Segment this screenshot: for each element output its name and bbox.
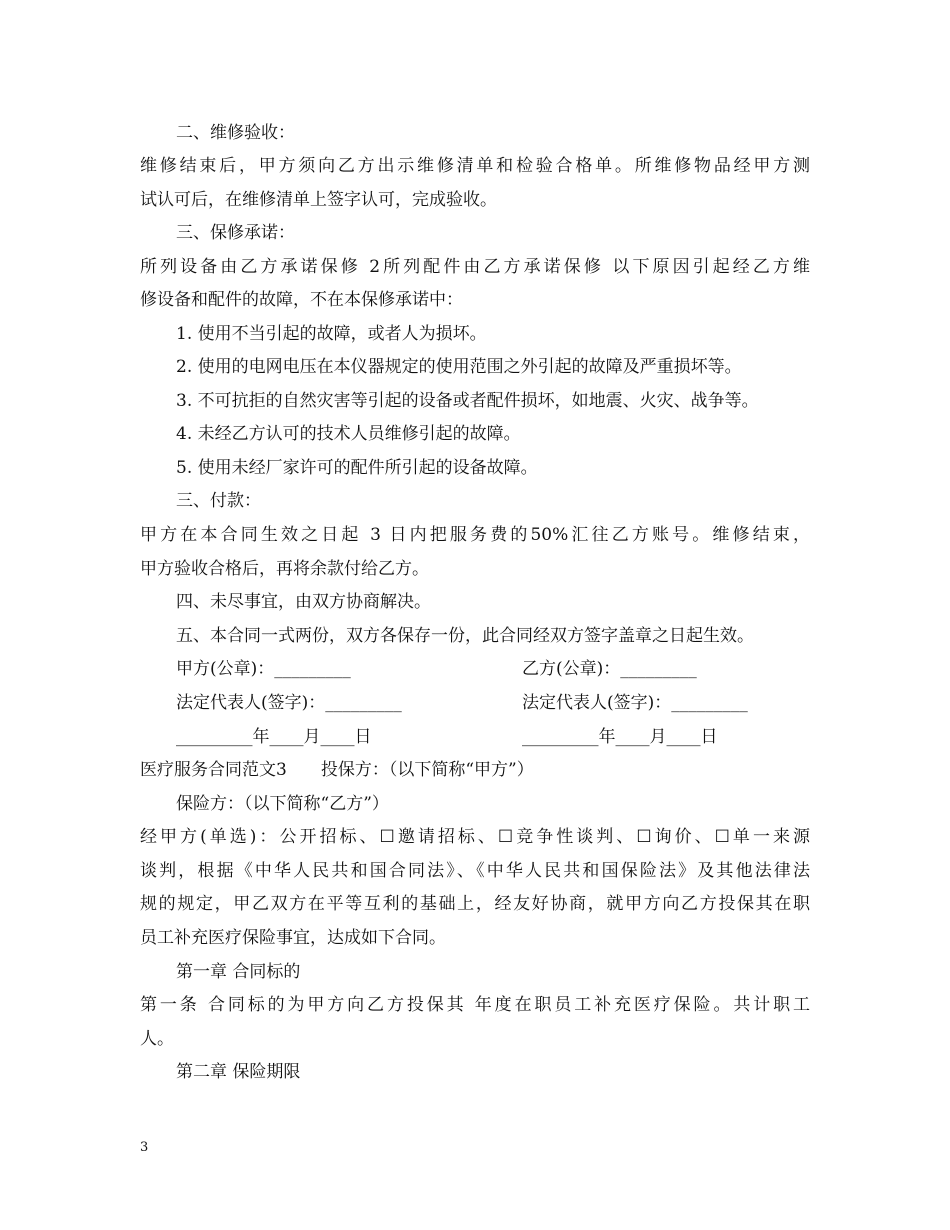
party-a-seal-field: 甲方(公章)：_________ [176, 659, 351, 679]
payment-paragraph-line-1: 甲方在本合同生效之日起 3 日内把服务费的50%汇往乙方账号。维修结束， [140, 525, 810, 545]
warranty-item: 4. 未经乙方认可的技术人员维修引起的故障。 [176, 424, 521, 444]
clause-four: 四、未尽事宜，由双方协商解决。 [176, 592, 431, 612]
warranty-item: 1. 使用不当引起的故障，或者人为损坏。 [176, 324, 487, 344]
warranty-item: 5. 使用未经厂家许可的配件所引起的设备故障。 [176, 458, 538, 478]
party-b-seal-field: 乙方(公章)：_________ [522, 659, 697, 679]
chapter-one-heading: 第一章 合同标的 [176, 962, 301, 982]
party-a-representative-field: 法定代表人(签字)：_________ [176, 693, 402, 713]
article-one-line-2: 人。 [140, 1029, 174, 1049]
warranty-paragraph-line-1: 所列设备由乙方承诺保修 2所列配件由乙方承诺保修 以下原因引起经乙方维 [140, 257, 810, 277]
warranty-item: 3. 不可抗拒的自然灾害等引起的设备或者配件损坏，如地震、火灾、战争等。 [176, 391, 759, 411]
acceptance-paragraph-line-2: 试认可后，在维修清单上签字认可，完成验收。 [140, 190, 497, 210]
intro-paragraph-line-4: 员工补充医疗保险事宜，达成如下合同。 [140, 928, 446, 948]
warranty-heading: 三、保修承诺： [176, 223, 295, 243]
acceptance-paragraph-line-1: 维修结束后，甲方须向乙方出示维修清单和检验合格单。所维修物品经甲方测 [140, 156, 810, 176]
clause-five: 五、本合同一式两份，双方各保存一份，此合同经双方签字盖章之日起生效。 [176, 626, 754, 646]
intro-paragraph-line-3: 规的规定，甲乙双方在平等互利的基础上，经友好协商，就甲方向乙方投保其在职 [140, 894, 810, 914]
acceptance-heading: 二、维修验收： [176, 123, 295, 143]
insurer-line: 保险方：（以下简称“乙方”） [176, 794, 389, 814]
party-b-date-field: _________年____月____日 [522, 727, 718, 747]
payment-paragraph-line-2: 甲方验收合格后，再将余款付给乙方。 [140, 559, 429, 579]
warranty-paragraph-line-2: 修设备和配件的故障，不在本保修承诺中： [140, 290, 463, 310]
page-number: 3 [140, 1140, 149, 1155]
payment-heading: 三、付款： [176, 491, 261, 511]
chapter-two-heading: 第二章 保险期限 [176, 1062, 301, 1082]
article-one-line-1: 第一条 合同标的为甲方向乙方投保其 年度在职员工补充医疗保险。共计职工 [140, 995, 810, 1015]
party-b-representative-field: 法定代表人(签字)：_________ [522, 693, 748, 713]
intro-paragraph-line-2: 谈判，根据《中华人民共和国合同法》、《中华人民共和国保险法》及其他法律法 [140, 861, 810, 881]
party-a-date-field: _________年____月____日 [176, 727, 372, 747]
warranty-item: 2. 使用的电网电压在本仪器规定的使用范围之外引起的故障及严重损坏等。 [176, 357, 742, 377]
intro-paragraph-line-1: 经甲方(单选)：公开招标、☐邀请招标、☐竞争性谈判、☐询价、☐单一来源 [140, 827, 810, 847]
contract-three-title: 医疗服务合同范文3 投保方：（以下简称“甲方”） [140, 760, 534, 780]
